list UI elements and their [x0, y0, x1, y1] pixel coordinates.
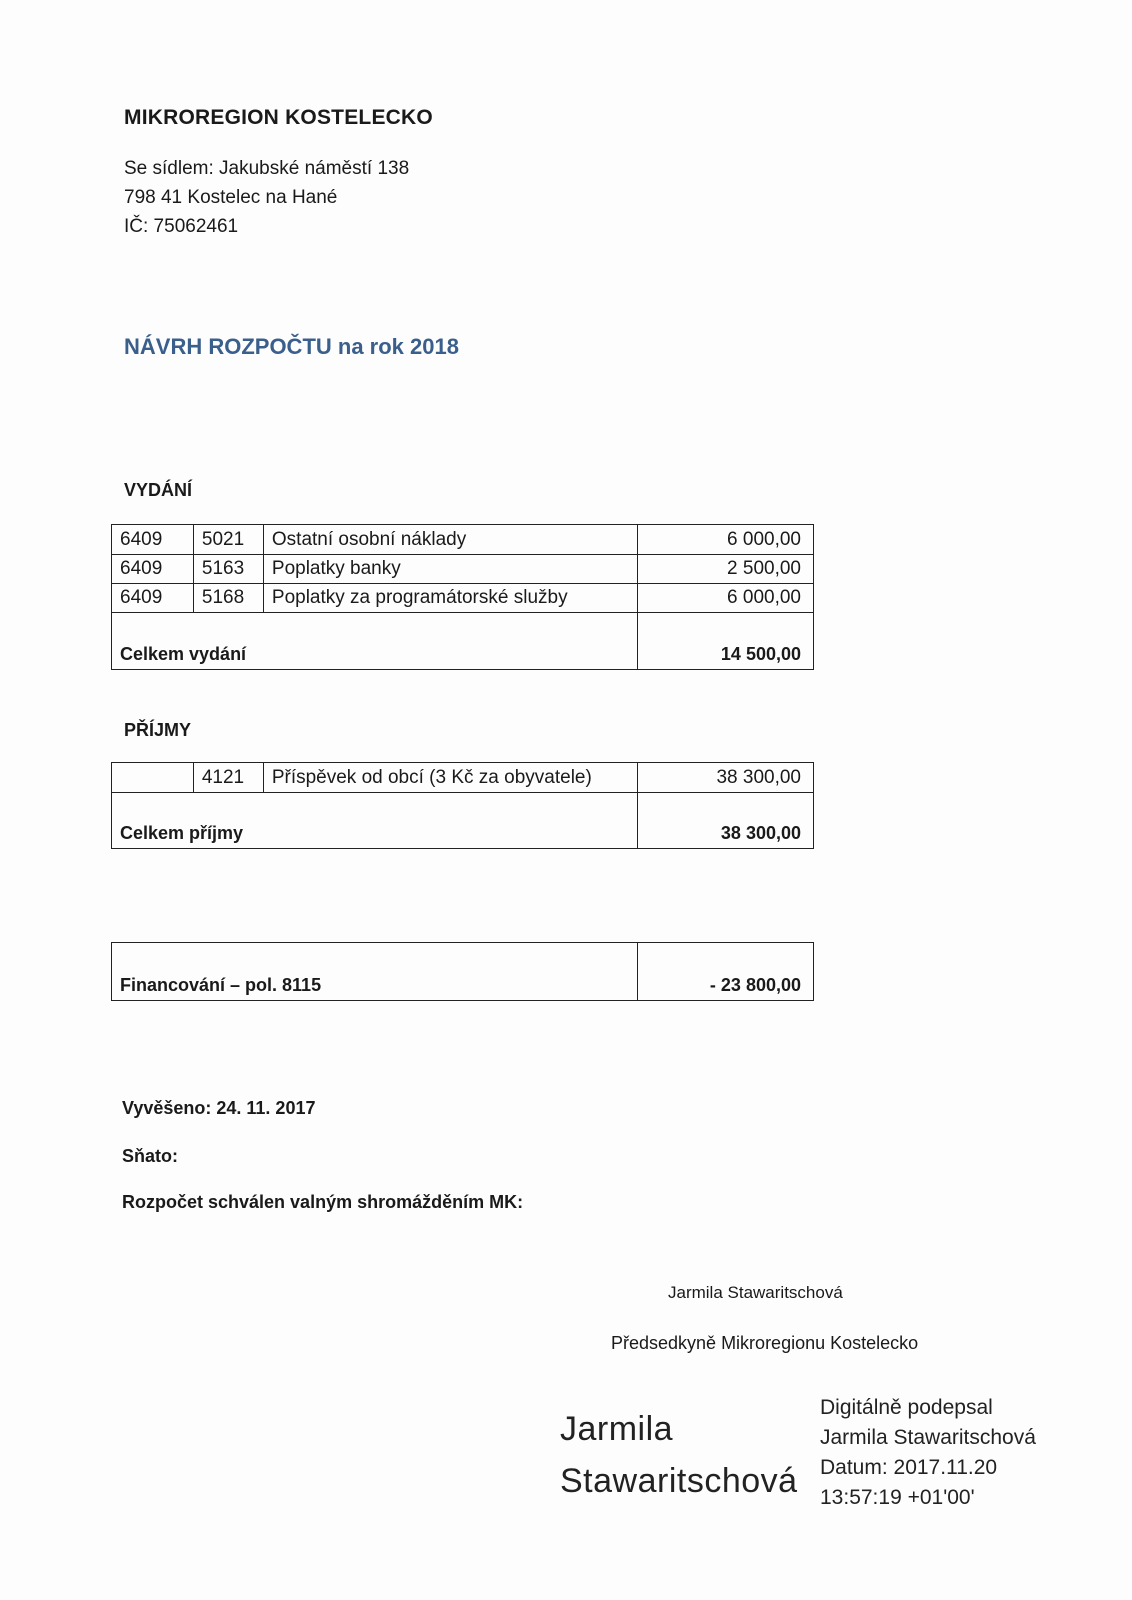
signature-name-first: Jarmila	[560, 1410, 674, 1448]
item-cell: 5021	[193, 525, 263, 555]
digital-signature-date: Datum: 2017.11.20	[820, 1456, 998, 1479]
item-cell: 5163	[193, 555, 263, 584]
company-id: IČ: 75062461	[124, 216, 239, 237]
paragraph-cell: 6409	[112, 555, 194, 584]
paragraph-cell: 6409	[112, 525, 194, 555]
address-line-2: 798 41 Kostelec na Hané	[124, 187, 338, 208]
description-cell: Poplatky za programátorské služby	[263, 584, 637, 613]
table-row	[112, 525, 814, 555]
financing-row	[112, 943, 814, 1001]
organization-name: MIKROREGION KOSTELECKO	[124, 106, 433, 129]
digital-signature-line-2: Jarmila Stawaritschová	[820, 1426, 1036, 1449]
signatory-name: Jarmila Stawaritschová	[668, 1283, 843, 1302]
paragraph-cell	[112, 763, 194, 793]
expenses-heading: VYDÁNÍ	[124, 480, 193, 500]
income-total-value: 38 300,00	[638, 793, 814, 849]
table-row	[112, 763, 814, 793]
financing-table	[111, 942, 814, 1001]
amount-cell: 2 500,00	[638, 555, 814, 584]
total-row	[112, 793, 814, 849]
description-cell: Ostatní osobní náklady	[263, 525, 637, 555]
signature-name-last: Stawaritschová	[560, 1462, 798, 1500]
table-row	[112, 584, 814, 613]
removed-date: Sňato:	[122, 1146, 178, 1166]
financing-value: - 23 800,00	[638, 943, 814, 1001]
amount-cell: 6 000,00	[638, 525, 814, 555]
approval-note: Rozpočet schválen valným shromážděním MK:	[122, 1192, 524, 1212]
item-cell: 4121	[193, 763, 263, 793]
income-heading: PŘÍJMY	[124, 720, 192, 740]
digital-signature-time: 13:57:19 +01'00'	[820, 1486, 975, 1509]
expenses-total-label: Celkem vydání	[112, 613, 638, 670]
amount-cell: 6 000,00	[638, 584, 814, 613]
signatory-role: Předsedkyně Mikroregionu Kostelecko	[611, 1333, 919, 1353]
expenses-table	[111, 524, 814, 670]
table-row	[112, 555, 814, 584]
description-cell: Příspěvek od obcí (3 Kč za obyvatele)	[263, 763, 637, 793]
expenses-total-value: 14 500,00	[638, 613, 814, 670]
description-cell: Poplatky banky	[263, 555, 637, 584]
document-title: NÁVRH ROZPOČTU na rok 2018	[124, 334, 459, 359]
amount-cell: 38 300,00	[638, 763, 814, 793]
financing-label: Financování – pol. 8115	[112, 943, 638, 1001]
income-total-label: Celkem příjmy	[112, 793, 638, 849]
total-row	[112, 613, 814, 670]
income-table	[111, 762, 814, 849]
digital-signature-line-1: Digitálně podepsal	[820, 1396, 993, 1419]
posted-date: Vyvěšeno: 24. 11. 2017	[122, 1098, 316, 1118]
address-line-1: Se sídlem: Jakubské náměstí 138	[124, 158, 410, 179]
item-cell: 5168	[193, 584, 263, 613]
paragraph-cell: 6409	[112, 584, 194, 613]
